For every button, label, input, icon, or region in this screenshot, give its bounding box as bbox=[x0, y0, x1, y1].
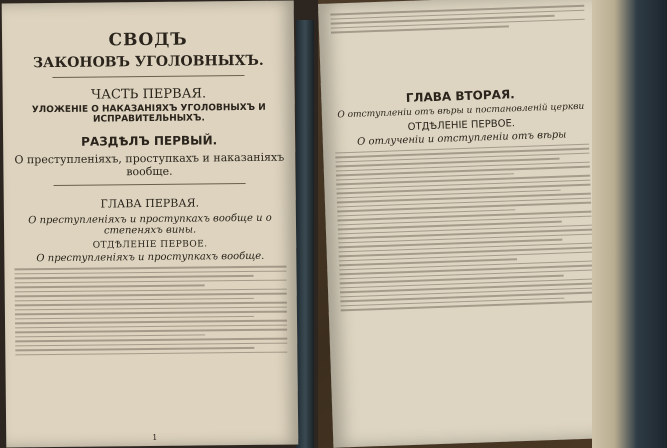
chapter-heading: ГЛАВА ПЕРВАЯ. bbox=[100, 196, 200, 211]
chapter-heading: ГЛАВА ВТОРАЯ. bbox=[405, 86, 515, 105]
code-title: УЛОЖЕНІЕ О НАКАЗАНІЯХЪ УГОЛОВНЫХЪ И ИСПРАВИТЕЛЬНЫХЪ. bbox=[31, 102, 266, 125]
body-text-block bbox=[335, 143, 594, 311]
part-heading: ЧАСТЬ ПЕРВАЯ. bbox=[91, 86, 207, 103]
page-block-edge bbox=[592, 0, 667, 448]
book-title: СВОДЪ bbox=[108, 29, 188, 51]
section-heading: РАЗДѢЛЪ ПЕРВЫЙ. bbox=[81, 133, 218, 149]
divider bbox=[54, 183, 246, 186]
book-subtitle: ЗАКОНОВЪ УГОЛОВНЫХЪ. bbox=[32, 52, 264, 72]
department-heading: ОТДѢЛЕНІЕ ПЕРВОЕ. bbox=[92, 239, 208, 251]
department-description: О преступленіяхъ и проступкахъ вообще. bbox=[36, 250, 265, 265]
department-description: О отлученіи и отступленіи отъ вѣры bbox=[356, 128, 567, 148]
chapter-description: О преступленіяхъ и проступкахъ вообще и о степеняхъ вины. bbox=[28, 212, 272, 237]
top-text-block bbox=[330, 5, 585, 33]
book-spine bbox=[296, 20, 314, 448]
left-page bbox=[2, 0, 299, 447]
chapter-description: О отступленіи отъ вѣры и постановленій церкви bbox=[337, 101, 585, 120]
page-number: 1 bbox=[152, 432, 158, 442]
right-page bbox=[318, 0, 611, 448]
section-description: О преступленіяхъ, проступкахъ и наказаніяхъ вообще. bbox=[14, 150, 285, 179]
divider bbox=[52, 75, 244, 78]
body-text-block bbox=[14, 266, 287, 356]
department-heading: ОТДѢЛЕНІЕ ПЕРВОЕ. bbox=[407, 117, 516, 133]
